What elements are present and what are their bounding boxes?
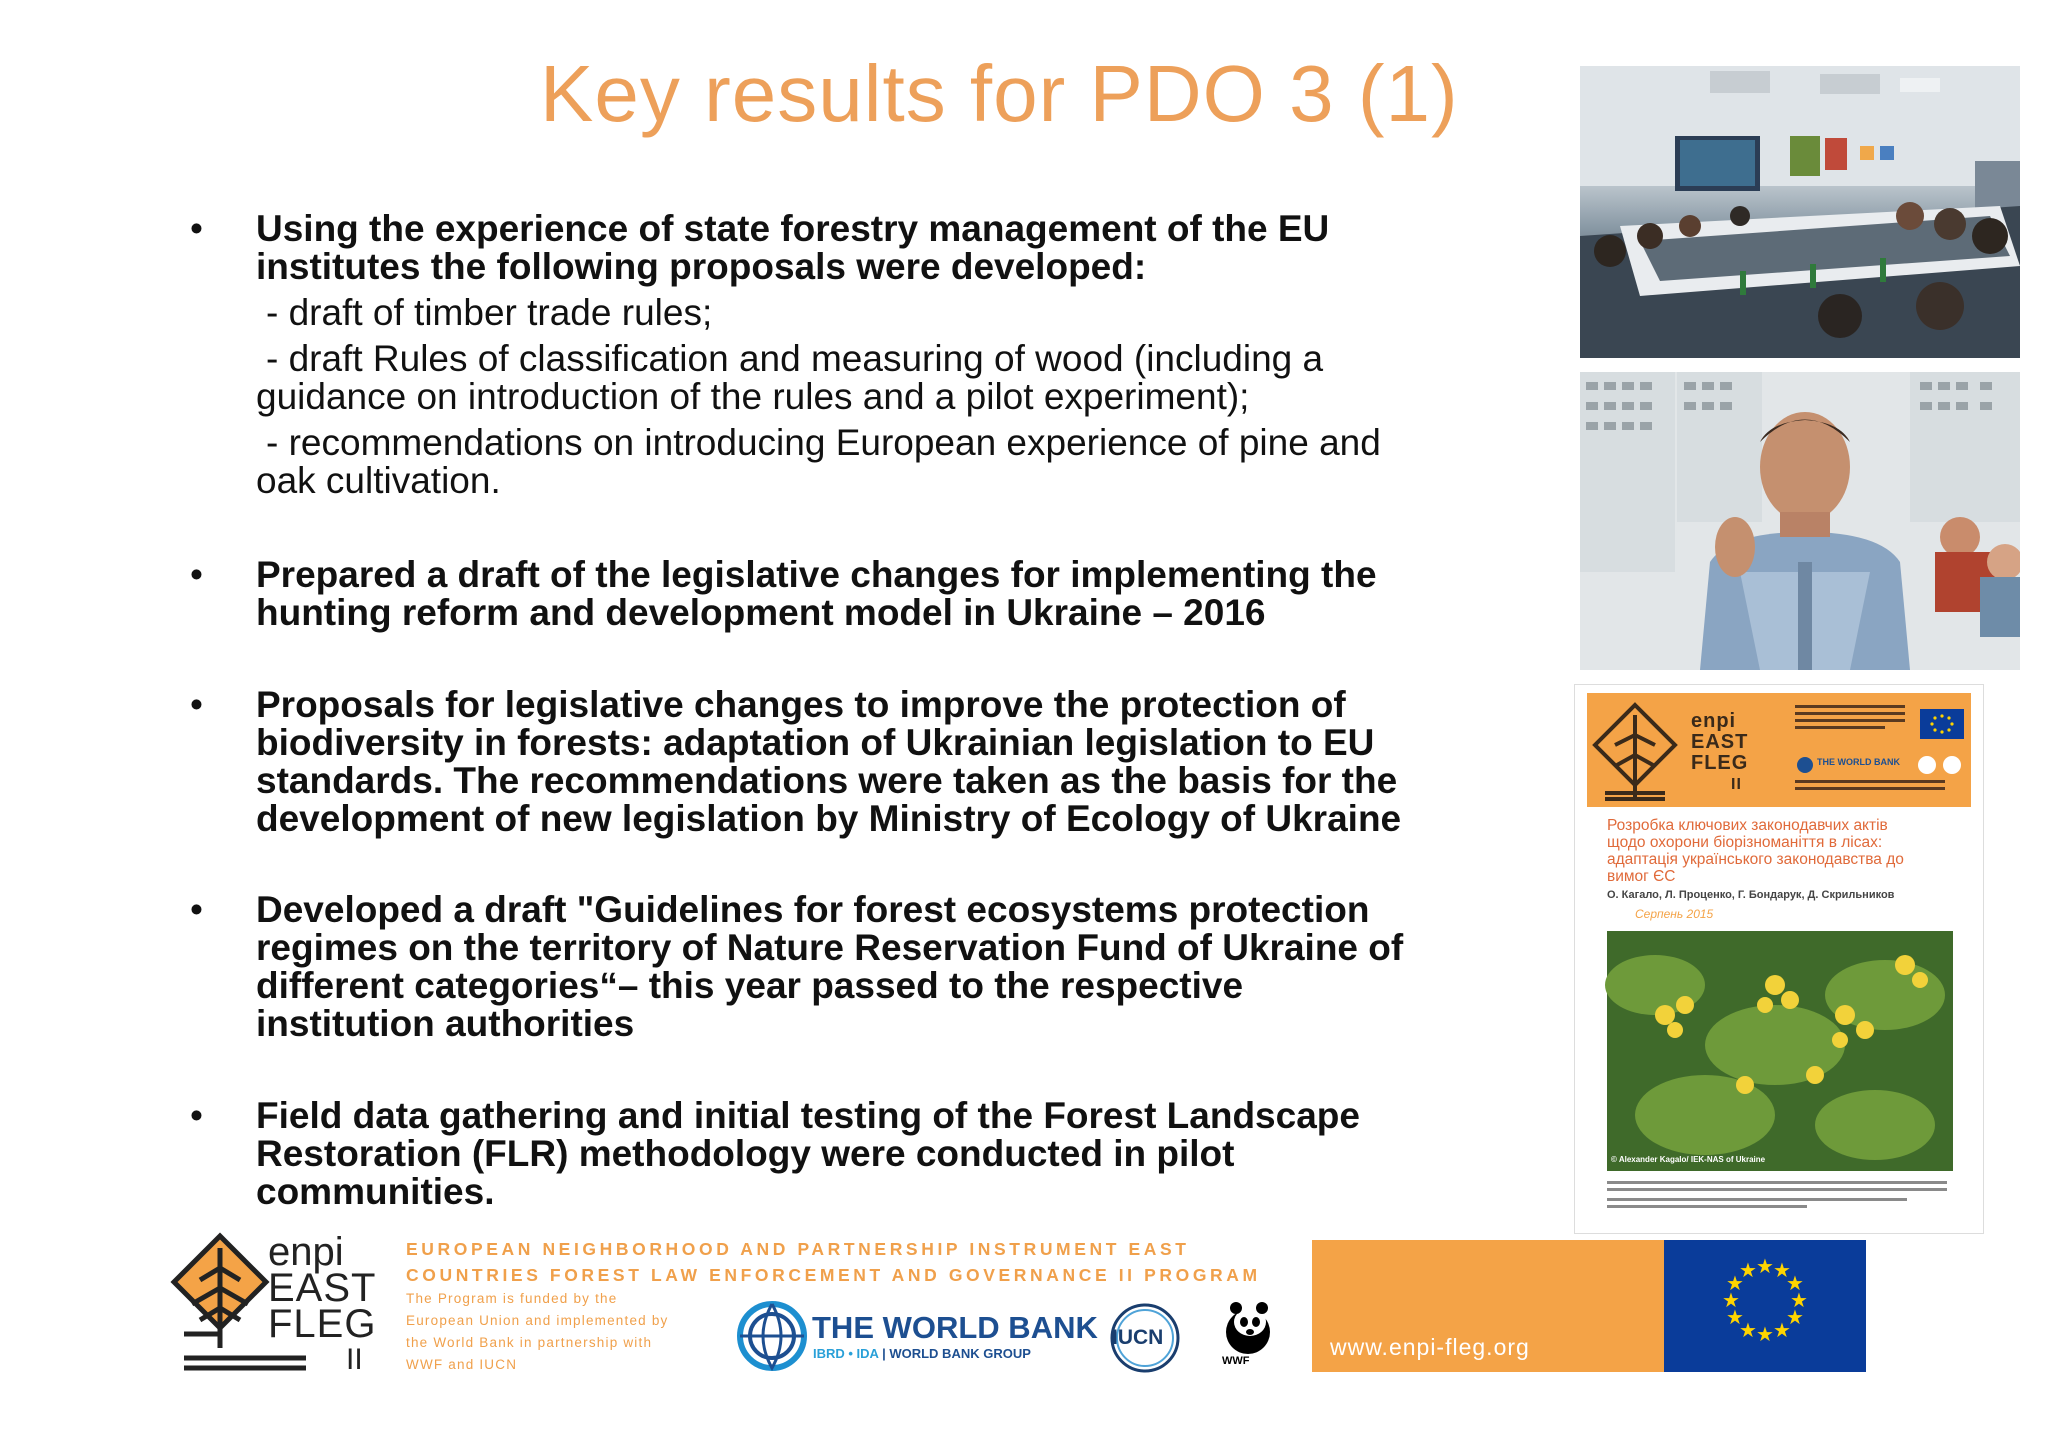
bullet-item — [190, 686, 1560, 838]
svg-text:★: ★ — [1726, 1305, 1744, 1329]
brochure-title-line: Розробка ключових законодавчих актів — [1607, 817, 1888, 834]
svg-text:★: ★ — [1786, 1271, 1804, 1295]
bullet-marker: • — [190, 1095, 203, 1136]
sub-item-cont: oak cultivation. — [256, 460, 501, 501]
eu-flag — [1664, 1240, 1866, 1372]
bullet-item — [190, 210, 1560, 500]
brochure-logo-text: II — [1731, 776, 1742, 793]
wwf-panda-icon — [1220, 1298, 1276, 1356]
brochure-date: Серпень 2015 — [1635, 907, 1714, 921]
svg-text:★: ★ — [1739, 1318, 1757, 1342]
brochure-title-line: щодо охорони біорізноманіття в лісах: — [1607, 834, 1883, 851]
sub-item: - draft of timber trade rules; — [266, 292, 713, 333]
eu-flag-icon — [1664, 1240, 1866, 1372]
brochure-logo-text: enpi — [1691, 710, 1737, 732]
speaker-photo — [1580, 372, 2020, 670]
brochure-title-line: вимог ЄС — [1607, 868, 1676, 885]
bullet-text: Using the experience of state forestry management of the EU institutes the following proposals were developed: — [256, 208, 1330, 287]
brochure-drawing — [1575, 685, 1983, 1233]
meeting-photo — [1580, 66, 2020, 358]
world-bank-subtitle: IBRD • IDA | WORLD BANK GROUP — [813, 1346, 1031, 1361]
brochure-logo-text: EAST — [1691, 731, 1749, 753]
svg-text:★: ★ — [1756, 1254, 1774, 1278]
enpi-fleg-logo-text: enpi EAST FLEG II — [268, 1230, 377, 1376]
svg-text:★: ★ — [1790, 1288, 1808, 1312]
funding-note: The Program is funded by the European Union and implemented by the World Bank in partnership with WWF and IUCN — [406, 1291, 669, 1372]
meeting-photo-drawing — [1580, 66, 2020, 358]
bullet-marker: • — [190, 554, 203, 595]
slide-title: Key results for PDO 3 (1) — [540, 49, 1459, 138]
bullet-marker: • — [190, 208, 203, 249]
website-link[interactable]: www.enpi-fleg.org — [1330, 1334, 1530, 1360]
bullet-text: Prepared a draft of the legislative changes for implementing the hunting reform and development model in Ukraine – 2016 — [256, 554, 1377, 633]
brochure-title-line: адаптація українського законодавства до — [1607, 851, 1904, 868]
svg-text:★: ★ — [1726, 1271, 1744, 1295]
svg-text:★: ★ — [1773, 1258, 1791, 1282]
svg-text:★: ★ — [1722, 1288, 1740, 1312]
sub-item-cont: guidance on introduction of the rules and a pilot experiment); — [256, 376, 1250, 417]
sub-item: - draft Rules of classification and measuring of wood (including a — [266, 338, 1324, 379]
wwf-logo-text: WWF — [1222, 1355, 1250, 1367]
bullet-text: Proposals for legislative changes to improve the protection of biodiversity in forests: adaptation of Ukrainian legislation to EU standards. The recommendations were taken as the basis for the development of new legislation by Ministry of Ecology of Ukraine — [256, 684, 1402, 839]
svg-text:★: ★ — [1786, 1305, 1804, 1329]
bullet-marker: • — [190, 684, 203, 725]
bullet-item — [190, 891, 1560, 1043]
brochure-cover — [1574, 684, 1984, 1234]
world-bank-name: THE WORLD BANK — [812, 1310, 1098, 1345]
bullet-item — [190, 1097, 1560, 1211]
brochure-logo-text: FLEG — [1691, 752, 1749, 774]
svg-text:★: ★ — [1739, 1258, 1757, 1282]
bullet-item — [190, 556, 1560, 632]
bullet-marker: • — [190, 889, 203, 930]
brochure-authors: О. Кагало, Л. Проценко, Г. Бондарук, Д. Скрильников — [1607, 889, 1895, 901]
iucn-logo-text: IUCN — [1112, 1326, 1164, 1349]
bullet-text: Developed a draft "Guidelines for forest ecosystems protection regimes on the territory of Nature Reservation Fund of Ukraine of different categories“– this year passed to the respective institution authorities — [256, 889, 1404, 1044]
brochure-photo-credit: © Alexander Kagalo/ IEK-NAS of Ukraine — [1611, 1155, 1766, 1164]
svg-text:★: ★ — [1773, 1318, 1791, 1342]
sub-item: - recommendations on introducing European experience of pine and — [266, 422, 1381, 463]
sub-list — [256, 294, 1560, 500]
bullet-text: Field data gathering and initial testing of the Forest Landscape Restoration (FLR) methodology were conducted in pilot communities. — [256, 1095, 1360, 1212]
program-heading: EUROPEAN NEIGHBORHOOD AND PARTNERSHIP INSTRUMENT EAST COUNTRIES FOREST LAW ENFORCEMENT AND GOVERNANCE II PROGRAM — [406, 1239, 1261, 1285]
svg-text:★: ★ — [1756, 1322, 1774, 1346]
speaker-photo-drawing — [1580, 372, 2020, 670]
brochure-world-bank: THE WORLD BANK — [1817, 757, 1900, 767]
world-bank-globe-icon — [736, 1300, 808, 1372]
